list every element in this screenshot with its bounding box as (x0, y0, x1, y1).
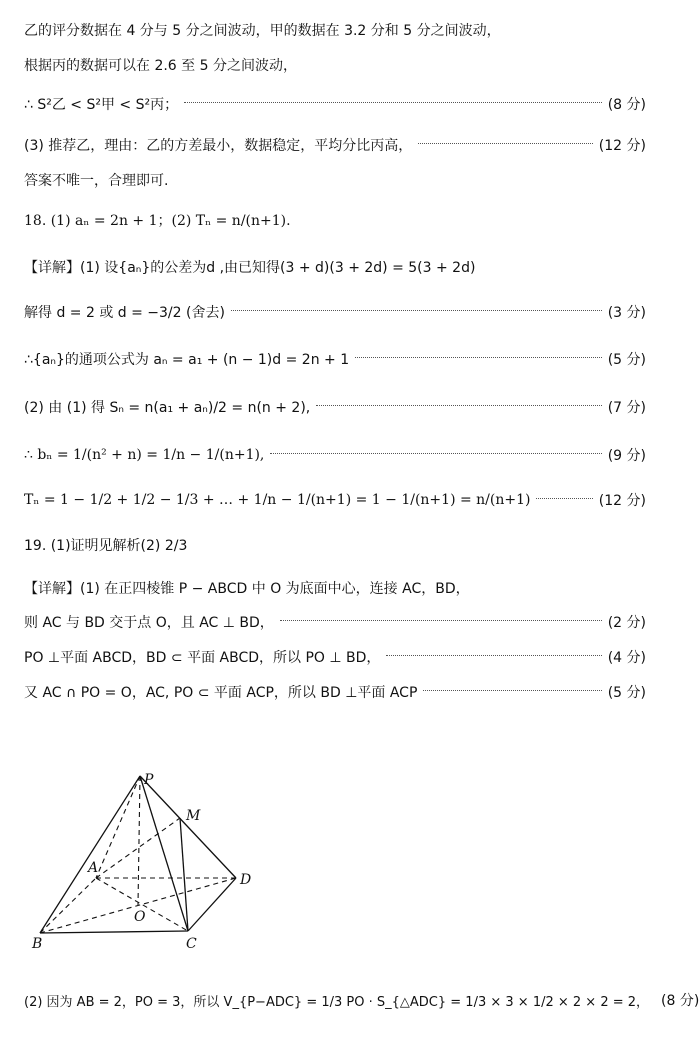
line-text: 19. (1)证明见解析(2) 2/3 (24, 538, 188, 554)
label-d: D (240, 872, 252, 888)
score-label: (7 分) (607, 400, 646, 416)
line-text: 【详解】(1) 设{aₙ}的公差为d ,由已知得(3 + d)(3 + 2d) = 5(3 + 2d) (24, 260, 476, 276)
line-10 (24, 392, 646, 422)
line-text: (3) 推荐乙，理由：乙的方差最小，数据稳定，平均分比丙高， (24, 138, 413, 154)
line-text: 则 AC 与 BD 交于点 O，且 AC ⊥ BD， (24, 615, 274, 631)
line-14 (24, 573, 646, 603)
leader-dots (231, 309, 602, 311)
line-text: 答案不唯一，合理即可. (24, 173, 169, 189)
score-label: (9 分) (607, 448, 646, 464)
label-c: C (186, 936, 197, 952)
score-label: (12 分) (598, 138, 646, 154)
line-3 (24, 89, 646, 119)
line-12 (24, 485, 646, 515)
leader-dots (355, 356, 602, 358)
leader-dots (418, 142, 593, 144)
line-15 (24, 607, 646, 637)
pyramid-figure (30, 768, 270, 953)
line-11 (24, 440, 646, 470)
label-m: M (186, 808, 201, 824)
edge-pa (96, 776, 140, 878)
edge-po (138, 776, 140, 905)
edge-pc (140, 776, 188, 931)
line-2 (24, 50, 646, 80)
score-label: (12 分) (598, 493, 646, 509)
edge-pb (40, 776, 140, 933)
leader-dots (536, 497, 592, 499)
line-8 (24, 297, 646, 327)
line-text: (2) 因为 AB = 2，PO = 3，所以 V_{P−ADC} = 1/3 PO · S_{△ADC} = 1/3 × 3 × 1/2 × 2 × 2 = 2， (24, 994, 650, 1010)
edge-pd (140, 776, 236, 878)
line-text: ∴ bₙ = 1/(n² + n) = 1/n − 1/(n+1), (24, 447, 265, 463)
edge-cm (180, 818, 188, 931)
score-label: (8 分) (661, 993, 699, 1009)
label-a: A (88, 860, 99, 876)
label-b: B (32, 936, 43, 952)
line-text: 解得 d = 2 或 d = −3/2 (舍去) (24, 305, 225, 321)
line-13 (24, 530, 646, 560)
edge-cd (188, 878, 236, 931)
line-1 (24, 15, 646, 45)
score-label: (5 分) (607, 685, 646, 701)
line-6 (24, 205, 646, 235)
leader-dots (386, 654, 601, 656)
line-5 (24, 165, 646, 195)
line-text: 18. (1) aₙ = 2n + 1；(2) Tₙ = n/(n+1). (24, 213, 291, 229)
edge-bc (40, 931, 188, 933)
line-text: (2) 由 (1) 得 Sₙ = n(a₁ + aₙ)/2 = n(n + 2), (24, 400, 311, 416)
score-label: (3 分) (607, 305, 646, 321)
label-p: P (144, 772, 154, 788)
line-7 (24, 252, 646, 282)
line-text: 又 AC ∩ PO = O，AC, PO ⊂ 平面 ACP，所以 BD ⊥平面 ACP (24, 685, 418, 701)
line-text: Tₙ = 1 − 1/2 + 1/2 − 1/3 + … + 1/n − 1/(n+1) = 1 − 1/(n+1) = n/(n+1) (24, 492, 531, 508)
line-text: 根据丙的数据可以在 2.6 至 5 分之间波动， (24, 58, 297, 74)
line-9 (24, 344, 646, 374)
line-text: ∴ S²乙 < S²甲 < S²丙； (24, 97, 179, 113)
leader-dots (316, 404, 601, 406)
line-17 (24, 677, 646, 707)
line-18 (24, 985, 699, 1015)
line-16 (24, 642, 646, 672)
line-4 (24, 130, 646, 160)
line-text: PO ⊥平面 ABCD，BD ⊂ 平面 ABCD，所以 PO ⊥ BD， (24, 650, 381, 666)
leader-dots (423, 689, 601, 691)
line-text: 【详解】(1) 在正四棱锥 P − ABCD 中 O 为底面中心，连接 AC，BD， (24, 581, 470, 597)
label-o: O (134, 909, 146, 925)
line-text: 乙的评分数据在 4 分与 5 分之间波动，甲的数据在 3.2 分和 5 分之间波动， (24, 23, 501, 39)
leader-dots (184, 101, 602, 103)
score-label: (4 分) (607, 650, 646, 666)
leader-dots (270, 452, 601, 454)
score-label: (8 分) (607, 97, 646, 113)
score-label: (2 分) (607, 615, 646, 631)
leader-dots (280, 619, 602, 621)
edge-am (96, 818, 180, 878)
score-label: (5 分) (607, 352, 646, 368)
line-text: ∴{aₙ}的通项公式为 aₙ = a₁ + (n − 1)d = 2n + 1 (24, 352, 350, 368)
